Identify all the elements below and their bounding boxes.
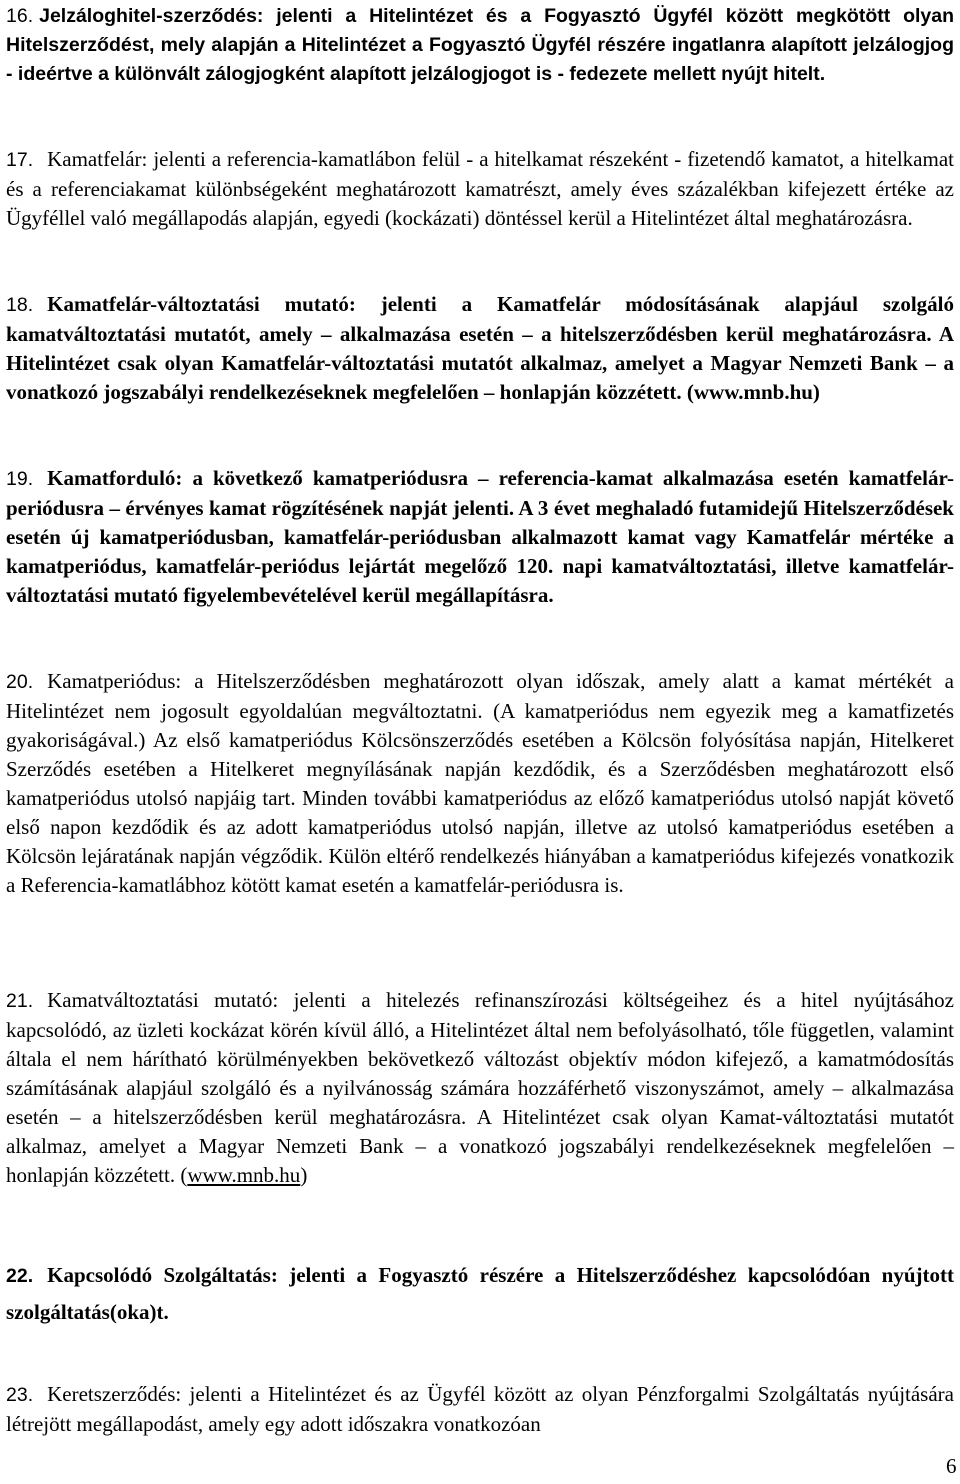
paragraph-text: Kamatváltoztatási mutató: jelenti a hitelezés refinanszírozási költségeihez és a hitel nyújtásához kapcsolódó, az üzleti kockázat körén kívül álló, a Hitelintézet által nem befolyásolható, tőle független, valamint általa el nem hárítható körülményekben bekövetkező változást objektív módon kifejező, a kamatmódosítás számításának alapjául szolgáló és a nyilvánosság számára hozzáférhető viszonyszámot, amely – alkalmazása esetén – a hitelszerződésben kerül meghatározásra. A Hitelintézet csak olyan Kamat-változtatási mutatót alkalmaz, amelyet a Magyar Nemzeti Bank – a vonatkozó jogszabályi rendelkezéseknek megfelelően – honlapján közzétett. ( [6, 988, 954, 1187]
mnb-link[interactable]: www.mnb.hu [187, 1163, 301, 1187]
paragraph-text: Keretszerződés: jelenti a Hitelintézet és az Ügyfél között az olyan Pénzforgalmi Szolgáltatás nyújtására létrejött megállapodást, amely egy adott időszakra vonatkozóan [6, 1382, 954, 1436]
paragraph-number: 23. [6, 1384, 34, 1406]
paragraph-number: 21. [6, 990, 34, 1012]
paragraph-number: 22. [6, 1265, 34, 1287]
paragraph-18 [6, 290, 954, 407]
paragraph-number: 17. [6, 149, 34, 171]
paragraph-22 [6, 1257, 954, 1330]
page-number: 6 [946, 1454, 957, 1478]
paragraph-21 [6, 986, 954, 1190]
paragraph-23 [6, 1380, 954, 1439]
paragraph-20 [6, 667, 954, 900]
paragraph-text: Kamatperiódus: a Hitelszerződésben meghatározott olyan időszak, amely alatt a kamat mértékét a Hitelintézet nem jogosult egyoldalúan megváltoztatni. (A kamatperiódus nem egyezik meg a kamatfizetés gyakoriságával.) Az első kamatperiódus Kölcsönszerződés esetében a Kölcsön folyósítása napján, Hitelkeret Szerződés esetében a Hitelkeret megnyílásának napján kezdődik, és a Szerződésben meghatározott első kamatperiódus utolsó napjáig tart. Minden további kamatperiódus az előző kamatperiódus utolsó napját követő első napon kezdődik és az adott kamatperiódus utolsó napján, illetve az utolsó kamatperiódus esetében a Kölcsön lejáratának napján végződik. Külön eltérő rendelkezés hiányában a kamatperiódus kifejezés vonatkozik a Referencia-kamatlábhoz kötött kamat esetén a kamatfelár-periódusra is. [6, 669, 954, 897]
document-page [6, 0, 957, 1484]
paragraph-17 [6, 145, 954, 233]
paragraph-number: 19. [6, 468, 34, 490]
paragraph-number: 16. [6, 5, 34, 27]
paragraph-16 [6, 2, 954, 89]
paragraph-text-end: ) [300, 1163, 308, 1187]
paragraph-text: Kapcsolódó Szolgáltatás: jelenti a Fogyasztó részére a Hitelszerződéshez kapcsolódóan nyújtott szolgáltatás(oka)t. [6, 1263, 954, 1324]
paragraph-text: Kamatfelár: jelenti a referencia-kamatlábon felül - a hitelkamat részeként - fizetendő kamatot, a hitelkamat és a referenciakamat különbségeként meghatározott kamatrészt, amely éves százalékban kifejezett értéke az Ügyféllel való megállapodás alapján, egyedi (kockázati) döntéssel kerül a Hitelintézet által meghatározásra. [6, 147, 954, 230]
paragraph-number: 18. [6, 294, 34, 316]
paragraph-text: Jelzáloghitel-szerződés: jelenti a Hitelintézet és a Fogyasztó Ügyfél között megkötött olyan Hitelszerződést, mely alapján a Hitelintézet a Fogyasztó Ügyfél részére ingatlanra alapított jelzálogjog - ideértve a különvált zálogjogként alapított jelzálogjogot is - fedezete mellett nyújt hitelt. [6, 5, 954, 85]
paragraph-text: Kamatforduló: a következő kamatperiódusra – referencia-kamat alkalmazása esetén kamatfelár-periódusra – érvényes kamat rögzítésének napját jelenti. A 3 évet meghaladó futamidejű Hitelszerződések esetén új kamatperiódusban, kamatfelár-periódusban alkalmazott kamat vagy Kamatfelár mértéke a kamatperiódus, kamatfelár-periódus lejártát megelőző 120. napi kamatváltoztatási, illetve kamatfelár-változtatási mutató figyelembevételével kerül megállapításra. [6, 466, 954, 607]
paragraph-text: Kamatfelár-változtatási mutató: jelenti a Kamatfelár módosításának alapjául szolgáló kamatváltoztatási mutatót, amely – alkalmazása esetén – a hitelszerződésben kerül meghatározásra. A Hitelintézet csak olyan Kamatfelár-változtatási mutatót alkalmaz, amelyet a Magyar Nemzeti Bank – a vonatkozó jogszabályi rendelkezéseknek megfelelően – honlapján közzétett. (www.mnb.hu) [6, 292, 954, 404]
paragraph-19 [6, 464, 954, 610]
paragraph-number: 20. [6, 671, 34, 693]
